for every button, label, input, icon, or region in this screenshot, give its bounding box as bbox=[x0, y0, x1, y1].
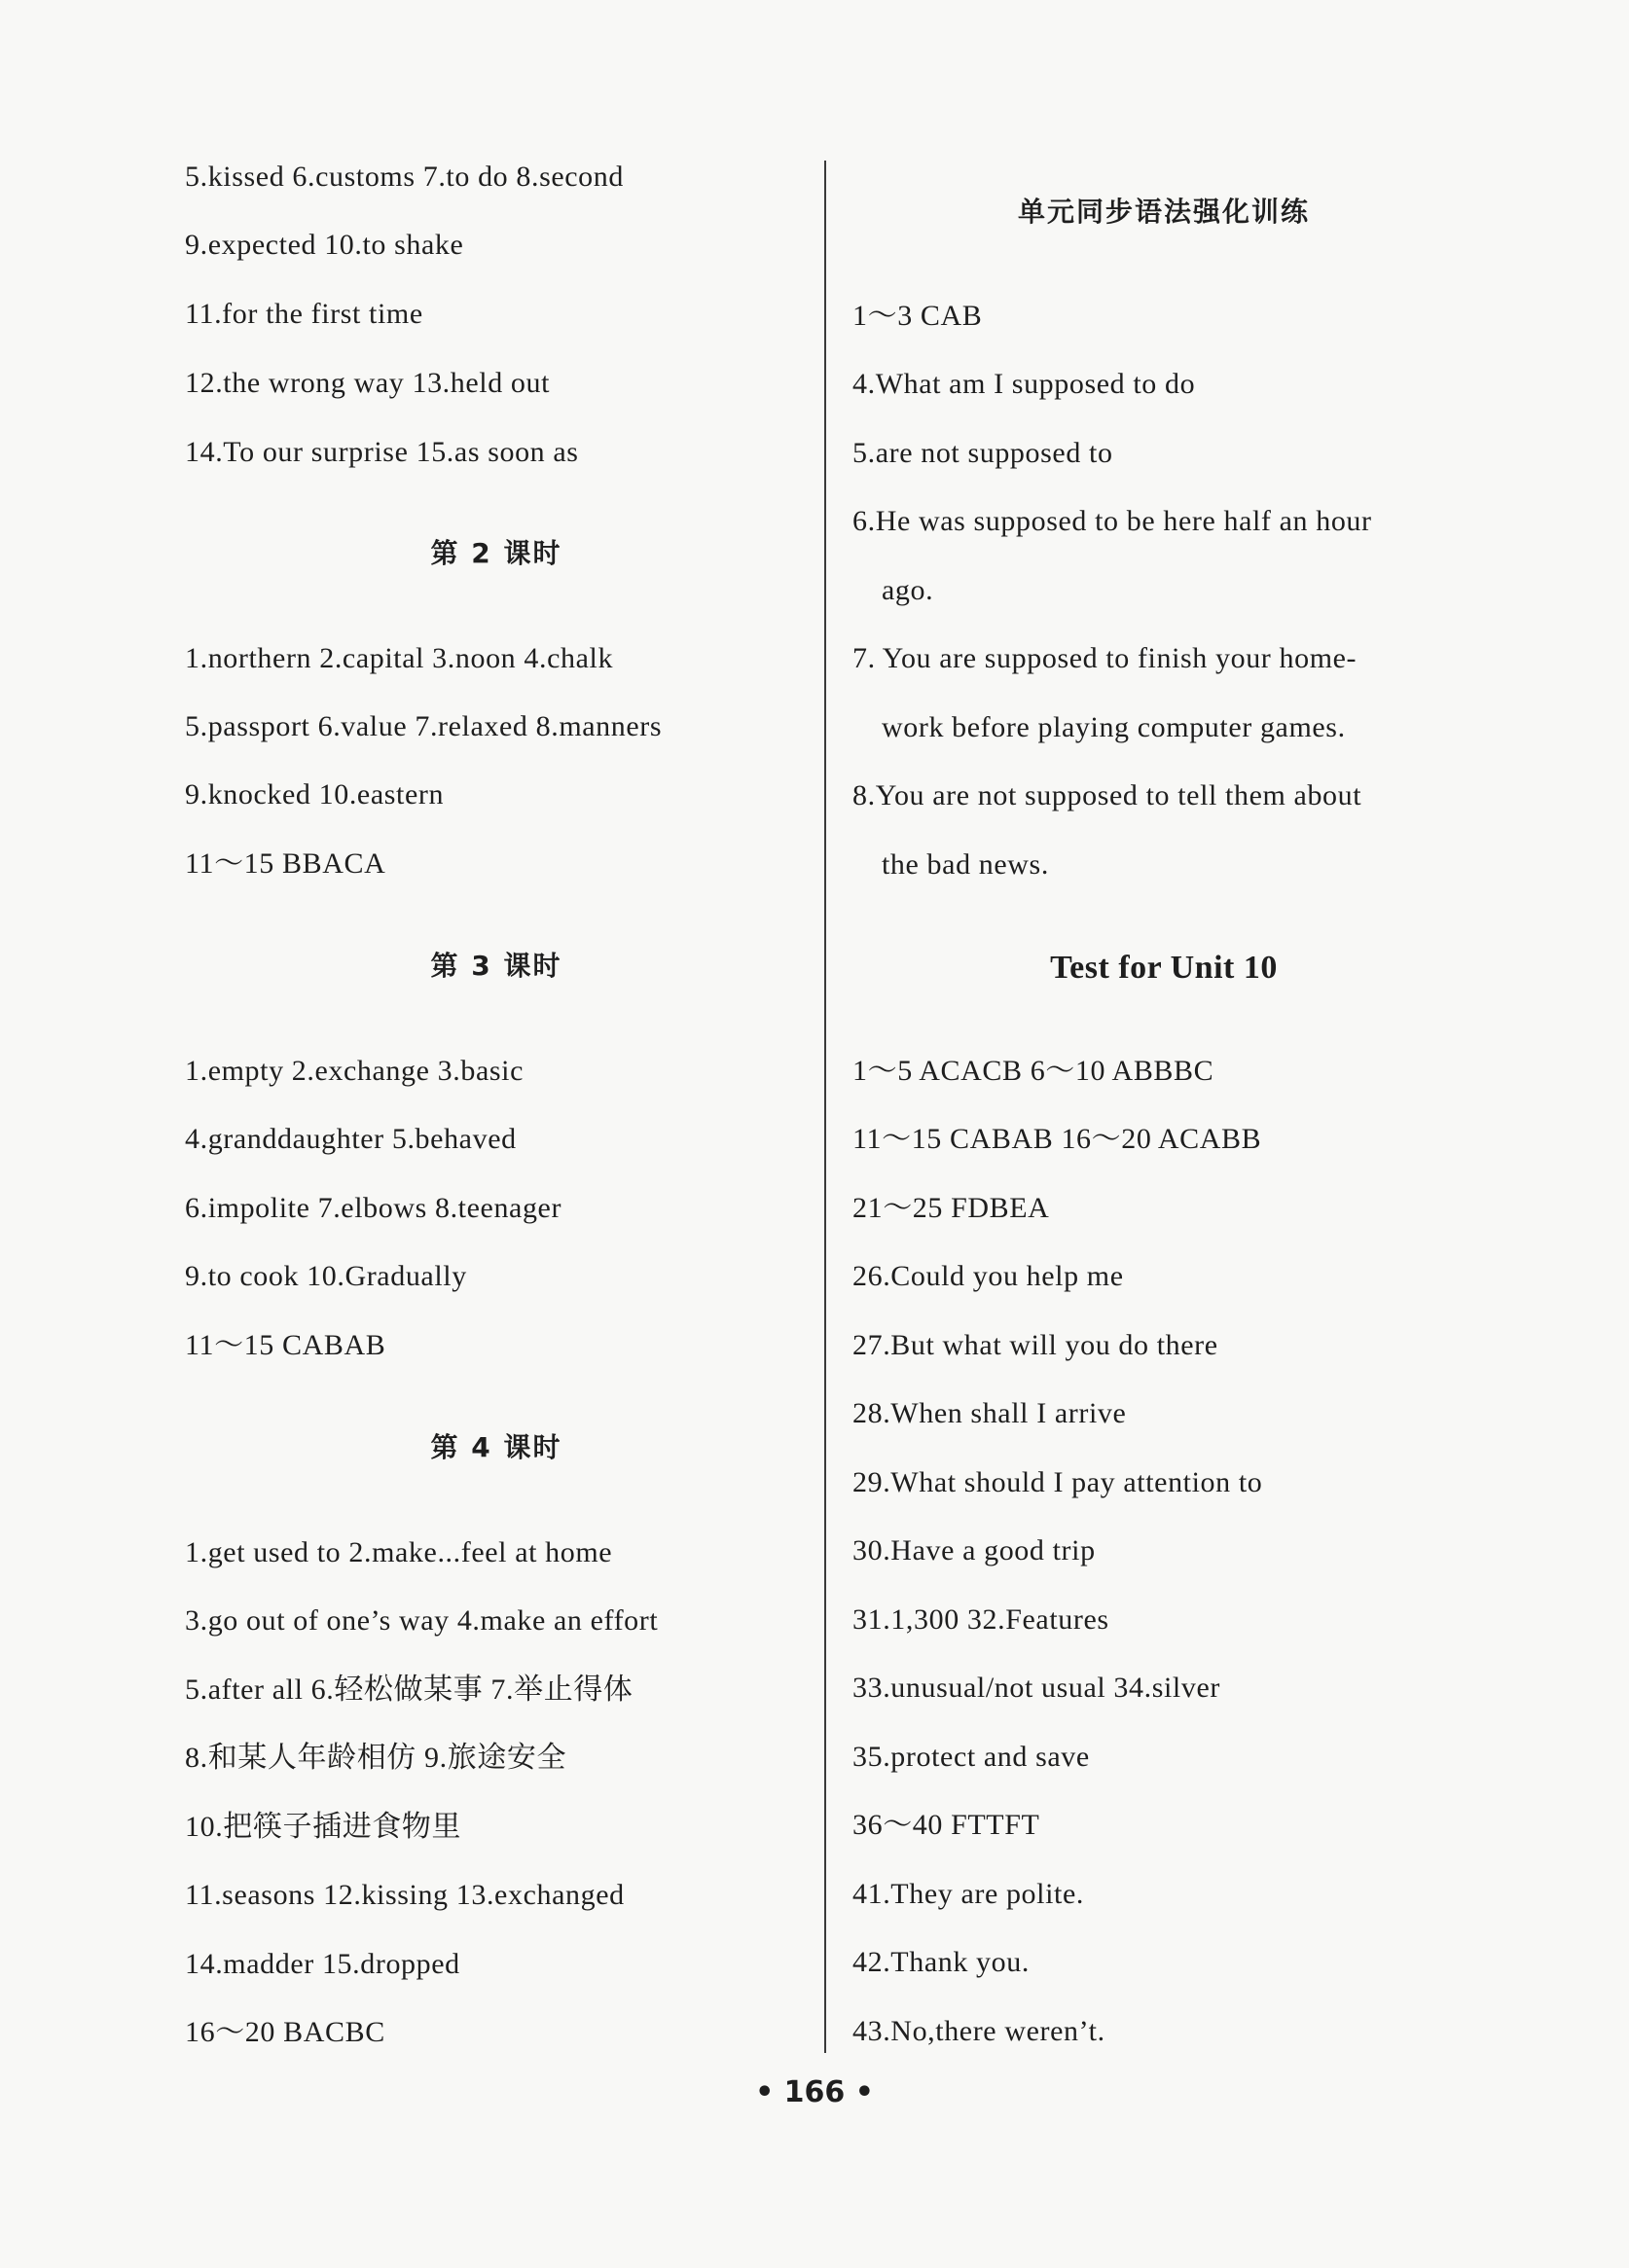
answer-line: 5.after all 6.轻松做某事 7.举止得体 bbox=[185, 1674, 634, 1706]
answer-line: 4.What am I supposed to do bbox=[852, 368, 1196, 400]
section-title-lesson-4: 第 4 课时 bbox=[430, 1431, 562, 1463]
answer-line: 43.No,there weren’t. bbox=[852, 2015, 1105, 2047]
answer-line: 33.unusual/not usual 34.silver bbox=[852, 1672, 1220, 1704]
answer-line: 36～40 FTTFT bbox=[852, 1809, 1040, 1841]
answer-line: 7. You are supposed to finish your home- bbox=[852, 642, 1358, 674]
section-title-grammar: 单元同步语法强化训练 bbox=[1017, 196, 1310, 228]
answer-line: 9.expected 10.to shake bbox=[185, 229, 464, 261]
answer-line: 30.Have a good trip bbox=[852, 1534, 1096, 1566]
answer-line: 5.passport 6.value 7.relaxed 8.manners bbox=[185, 710, 663, 742]
answer-line: 11.seasons 12.kissing 13.exchanged bbox=[185, 1879, 625, 1911]
answer-line: 1.get used to 2.make...feel at home bbox=[185, 1536, 613, 1568]
answer-line: 12.the wrong way 13.held out bbox=[185, 367, 551, 399]
answer-line-continued: the bad news. bbox=[882, 848, 1049, 881]
answer-line: 3.go out of one’s way 4.make an effort bbox=[185, 1604, 659, 1637]
answer-line: 28.When shall I arrive bbox=[852, 1397, 1127, 1429]
answer-line: 16～20 BACBC bbox=[185, 2016, 385, 2048]
answer-line: 11～15 BBACA bbox=[185, 847, 386, 880]
answer-line: 42.Thank you. bbox=[852, 1946, 1030, 1978]
answer-line: 6.He was supposed to be here half an hour bbox=[852, 505, 1372, 537]
section-title-lesson-2: 第 2 课时 bbox=[430, 537, 562, 569]
answer-line: 1～5 ACACB 6～10 ABBBC bbox=[852, 1055, 1214, 1087]
answer-line: 8.和某人年龄相仿 9.旅途安全 bbox=[185, 1742, 567, 1774]
answer-line: 4.granddaughter 5.behaved bbox=[185, 1123, 517, 1155]
answer-line: 31.1,300 32.Features bbox=[852, 1603, 1109, 1636]
answer-line: 14.madder 15.dropped bbox=[185, 1948, 460, 1980]
answer-line: 1～3 CAB bbox=[852, 300, 983, 332]
answer-line: 11～15 CABAB 16～20 ACABB bbox=[852, 1123, 1262, 1155]
answer-line: 6.impolite 7.elbows 8.teenager bbox=[185, 1192, 562, 1224]
answer-line: 9.knocked 10.eastern bbox=[185, 778, 445, 810]
answer-line: 35.protect and save bbox=[852, 1741, 1090, 1773]
answer-line: 1.empty 2.exchange 3.basic bbox=[185, 1055, 524, 1087]
answer-line-continued: ago. bbox=[882, 574, 934, 606]
column-divider bbox=[824, 161, 826, 2053]
page-number: • 166 • bbox=[755, 2075, 874, 2109]
answer-line: 5.kissed 6.customs 7.to do 8.second bbox=[185, 161, 624, 193]
answer-line-continued: work before playing computer games. bbox=[882, 711, 1346, 743]
answer-line: 5.are not supposed to bbox=[852, 437, 1113, 469]
answer-line: 10.把筷子插进食物里 bbox=[185, 1811, 462, 1843]
section-title-lesson-3: 第 3 课时 bbox=[430, 950, 562, 982]
answer-line: 21～25 FDBEA bbox=[852, 1192, 1050, 1224]
answer-line: 11.for the first time bbox=[185, 298, 423, 330]
answer-line: 9.to cook 10.Gradually bbox=[185, 1260, 467, 1292]
answer-line: 14.To our surprise 15.as soon as bbox=[185, 436, 579, 468]
answer-line: 26.Could you help me bbox=[852, 1260, 1124, 1292]
answer-line: 27.But what will you do there bbox=[852, 1329, 1218, 1361]
answer-line: 29.What should I pay attention to bbox=[852, 1466, 1263, 1498]
answer-line: 1.northern 2.capital 3.noon 4.chalk bbox=[185, 642, 614, 674]
section-title-test: Test for Unit 10 bbox=[1050, 950, 1278, 986]
answer-line: 11～15 CABAB bbox=[185, 1329, 386, 1361]
answer-line: 41.They are polite. bbox=[852, 1878, 1084, 1910]
answer-line: 8.You are not supposed to tell them about bbox=[852, 779, 1362, 811]
